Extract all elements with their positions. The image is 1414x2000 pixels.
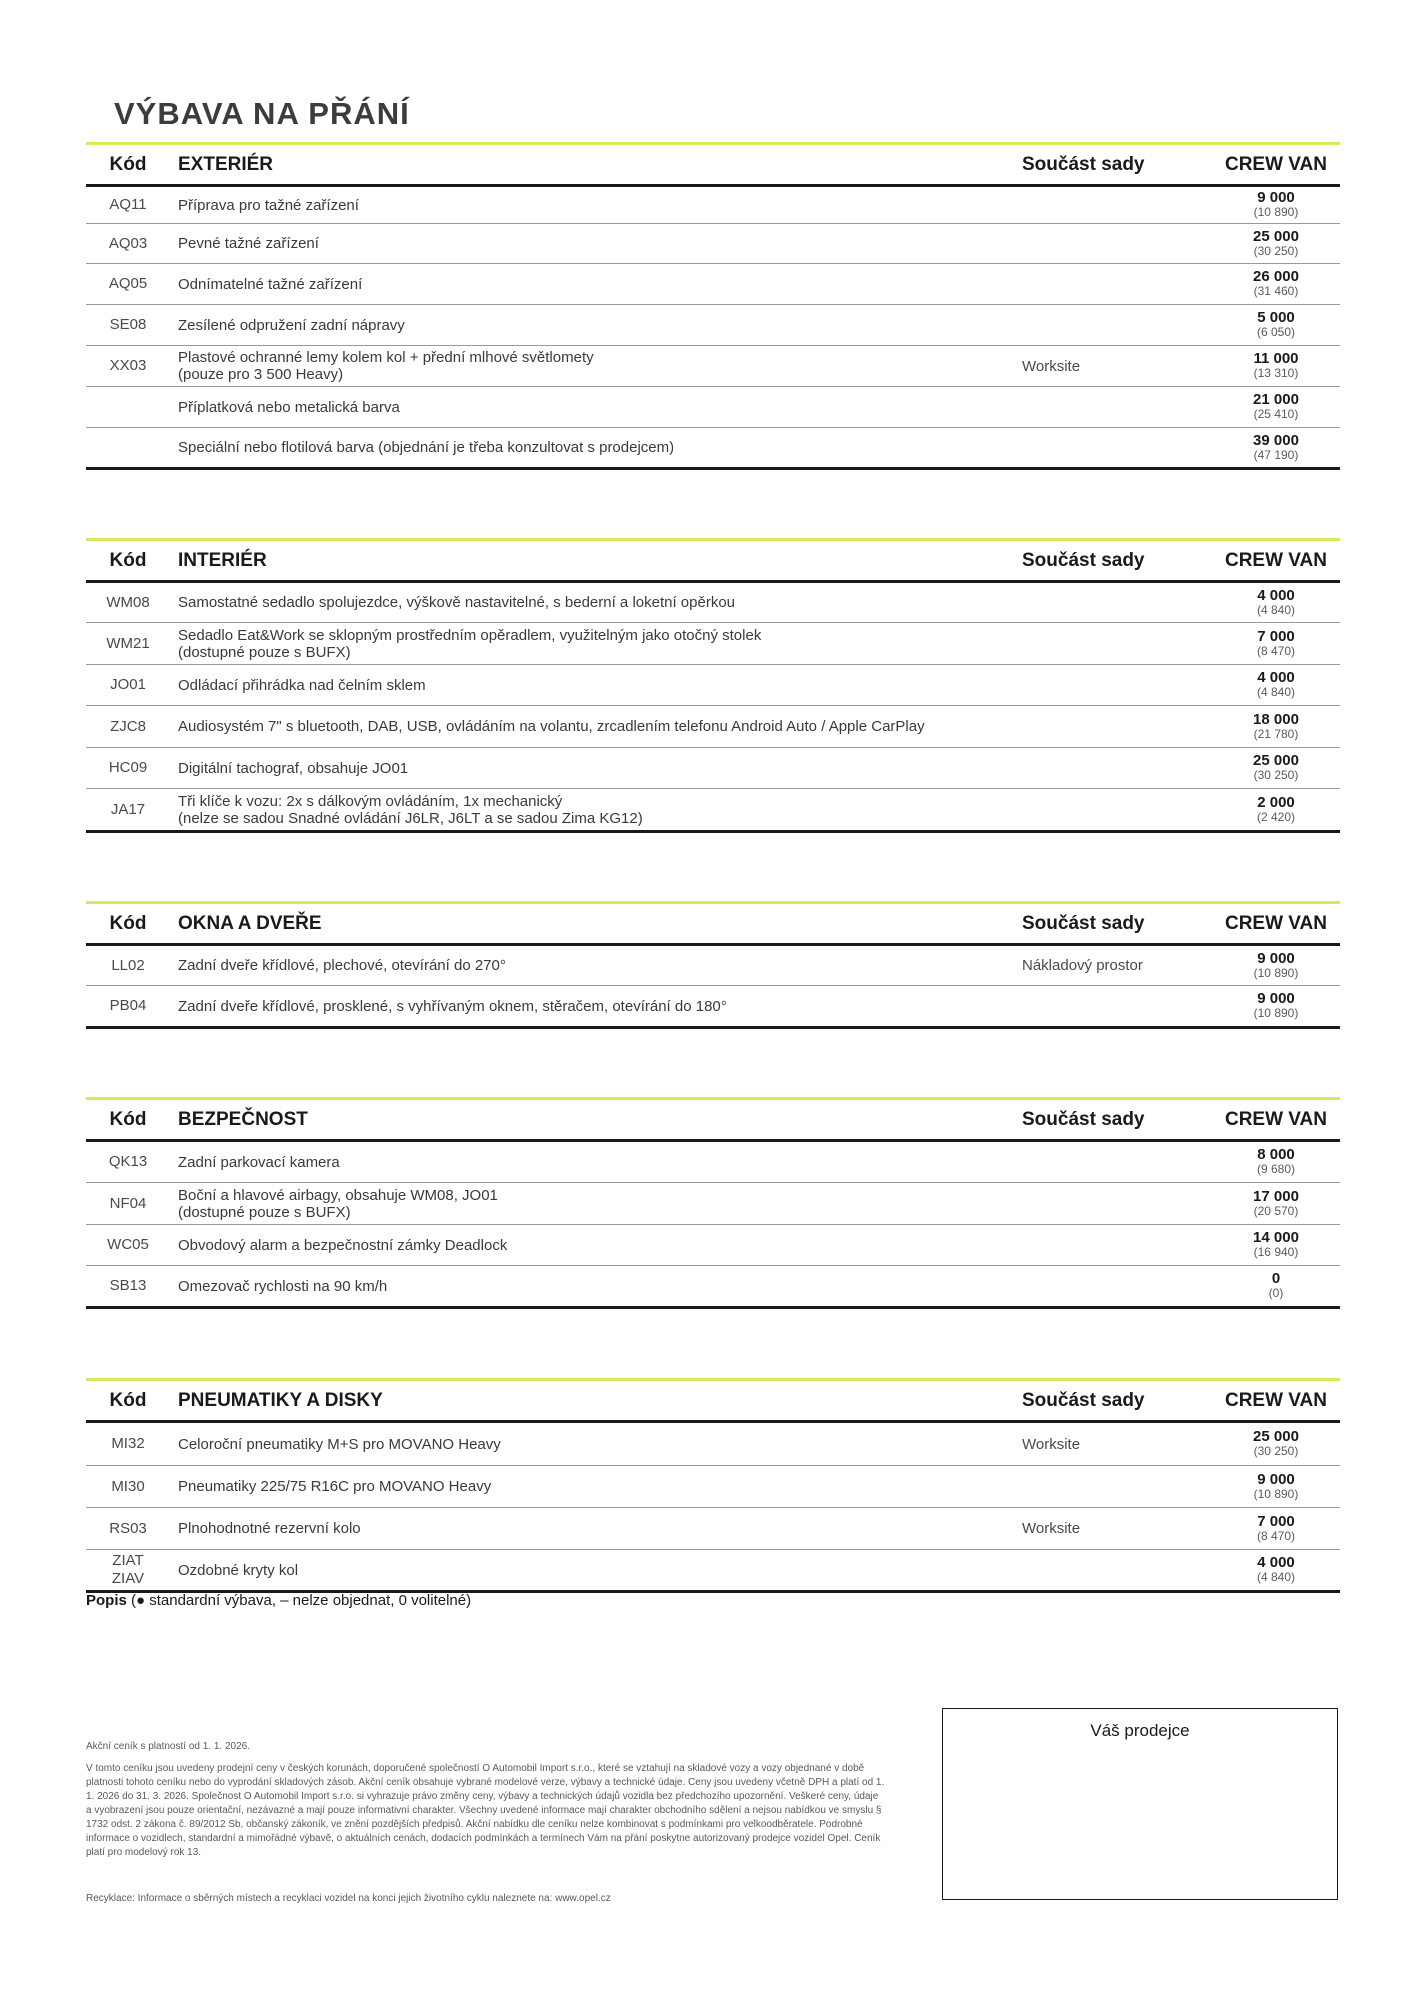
desc-line: Zadní dveře křídlové, plechové, otevírání do 270°	[178, 957, 506, 974]
dealer-box	[942, 1708, 1338, 1900]
price-with-vat: (8 470)	[1256, 1528, 1296, 1543]
option-description	[170, 1266, 1022, 1308]
table-row	[86, 706, 1340, 748]
table-row	[86, 623, 1340, 665]
desc-line: Odnímatelné tažné zařízení	[178, 275, 363, 293]
price-with-vat: (9 680)	[1256, 1162, 1296, 1176]
option-description	[170, 1466, 1022, 1508]
option-set: Worksite	[1022, 1422, 1212, 1466]
table-row	[86, 665, 1340, 706]
price-with-vat: (30 250)	[1253, 768, 1299, 782]
price-main: 17 000	[1253, 1187, 1299, 1205]
table-row	[86, 748, 1340, 789]
legend-label: Popis	[86, 1592, 127, 1609]
desc-line: Příprava pro tažné zařízení	[178, 196, 359, 214]
option-description	[170, 945, 1022, 986]
table-row	[86, 1183, 1340, 1225]
option-price	[1212, 186, 1340, 224]
price-main: 18 000	[1253, 710, 1299, 728]
option-set	[1022, 387, 1212, 428]
disclaimer: V tomto ceníku jsou uvedeny prodejní ceny v českých korunách, doporučené společností O Automobil Import s.r.o., které se vztahují na skladové vozy a vozy objednané v době platnosti tohoto ceníku nebo do vyprodání skladových zásob. Akční ceník obsahuje vybrané modelové verze, výbavy a technické údaje. Ceny jsou uvedeny včetně DPH a platí od 1. 1. 2026 do 31. 3. 2026. Společnost O Automobil Import s.r.o. si vyhrazuje právo změny ceny, výbavy a technických údajů vozidla bez předchozího upozornění. Veškeré ceny, údaje a vyobrazení jsou pouze orientační, nezávazné a mají pouze informativní charakter. Všechny uvedené informace mají charakter obchodního sdělení a nejsou nabídkou ve smyslu § 1732 odst. 2 zákona č. 89/2012 Sb, občanský zákoník, ve znění pozdějších předpisů. Akční nabídku dle ceníku nelze kombinovat s podmínkami pro velkoodběratele. Podrobné informace o vozidlech, standardní a mimořádné výbavě, o aktuálních cenách, dodacích podmínkách a termínech Vám na přání poskytne autorizovaný prodejce vozidel Opel. Ceník platí pro modelový rok 13.	[86, 1763, 885, 1858]
validity-note: Akční ceník s platností od 1. 1. 2026.	[86, 1741, 250, 1752]
option-code: AQ05	[86, 264, 170, 305]
section-heading: BEZPEČNOST	[170, 1100, 1022, 1141]
option-set	[1022, 748, 1212, 789]
price-with-vat: (6 050)	[1256, 325, 1296, 339]
option-set: Nákladový prostor	[1022, 945, 1212, 986]
option-code: AQ11	[86, 186, 170, 224]
table-row	[86, 305, 1340, 346]
desc-line: Příplatková nebo metalická barva	[178, 398, 400, 416]
option-code: PB04	[86, 986, 170, 1028]
price-main: 9 000	[1257, 1470, 1295, 1488]
header-set: Součást sady	[1022, 1381, 1212, 1422]
option-description	[170, 706, 1022, 748]
price-with-vat: (10 890)	[1253, 1006, 1299, 1020]
option-set	[1022, 264, 1212, 305]
option-code: ZJC8	[86, 706, 170, 748]
price-main: 14 000	[1253, 1229, 1299, 1246]
desc-note: (pouze pro 3 500 Heavy)	[178, 366, 344, 383]
option-code: WM21	[86, 623, 170, 665]
option-price	[1212, 748, 1340, 789]
price-main: 4 000	[1257, 1554, 1295, 1571]
option-set	[1022, 706, 1212, 748]
desc-note: (dostupné pouze s BUFX)	[178, 643, 351, 661]
option-code: ZIAT ZIAV	[86, 1550, 170, 1592]
table-header-row	[86, 904, 1340, 945]
option-price	[1212, 387, 1340, 428]
price-main: 21 000	[1253, 391, 1299, 408]
dealer-title: Váš prodejce	[1090, 1721, 1190, 1740]
section-heading: INTERIÉR	[170, 541, 1022, 582]
section-heading: OKNA A DVEŘE	[170, 904, 1022, 945]
option-description	[170, 986, 1022, 1028]
price-main: 9 000	[1257, 949, 1295, 967]
option-code: XX03	[86, 346, 170, 387]
desc-line: Zadní dveře křídlové, prosklené, s vyhřívaným oknem, stěračem, otevírání do 180°	[178, 997, 727, 1015]
desc-line: Ozdobné kryty kol	[178, 1561, 299, 1579]
option-price	[1212, 1550, 1340, 1592]
option-code	[86, 428, 170, 469]
option-description	[170, 264, 1022, 305]
option-set	[1022, 305, 1212, 346]
option-price	[1212, 1225, 1340, 1266]
desc-line: Pevné tažné zařízení	[178, 235, 319, 252]
price-main: 39 000	[1253, 431, 1299, 449]
price-with-vat: (13 310)	[1253, 366, 1299, 380]
price-with-vat: (4 840)	[1256, 685, 1296, 699]
header-set: Součást sady	[1022, 1100, 1212, 1141]
section-heading: PNEUMATIKY A DISKY	[170, 1381, 1022, 1422]
desc-line: Tři klíče k vozu: 2x s dálkovým ovládáním, 1x mechanický	[178, 792, 563, 810]
option-price	[1212, 264, 1340, 305]
option-description	[170, 1183, 1022, 1225]
option-code: WC05	[86, 1225, 170, 1266]
price-with-vat: (4 840)	[1256, 1570, 1296, 1584]
options-table	[86, 904, 1340, 1029]
price-main: 4 000	[1257, 669, 1295, 686]
option-set	[1022, 789, 1212, 832]
option-description	[170, 428, 1022, 469]
desc-note: (nelze se sadou Snadné ovládání J6LR, J6LT a se sadou Zima KG12)	[178, 809, 643, 827]
price-with-vat: (2 420)	[1256, 809, 1296, 824]
option-description	[170, 1550, 1022, 1592]
option-code: SE08	[86, 305, 170, 346]
section-exterior	[86, 142, 1340, 470]
option-price	[1212, 1141, 1340, 1183]
price-main: 25 000	[1253, 227, 1299, 245]
table-row	[86, 986, 1340, 1028]
desc-line: Odládací přihrádka nad čelním sklem	[178, 676, 426, 694]
price-main: 7 000	[1257, 1512, 1295, 1530]
option-description	[170, 224, 1022, 264]
option-description	[170, 748, 1022, 789]
options-table	[86, 1381, 1340, 1593]
header-price: CREW VAN	[1212, 541, 1340, 582]
option-description	[170, 623, 1022, 665]
table-row	[86, 582, 1340, 623]
option-price	[1212, 623, 1340, 665]
legend-text: (● standardní výbava, – nelze objednat, 0 volitelné)	[131, 1592, 472, 1609]
option-price	[1212, 1508, 1340, 1550]
option-set	[1022, 186, 1212, 224]
option-price	[1212, 224, 1340, 264]
option-set	[1022, 986, 1212, 1028]
option-code: MI30	[86, 1466, 170, 1508]
section-heading: EXTERIÉR	[170, 145, 1022, 186]
table-header-row	[86, 1100, 1340, 1141]
section-safety	[86, 1097, 1340, 1309]
option-description	[170, 789, 1022, 832]
option-set	[1022, 1550, 1212, 1592]
price-with-vat: (16 940)	[1253, 1245, 1299, 1259]
options-table	[86, 541, 1340, 833]
header-code: Kód	[86, 1100, 170, 1141]
price-with-vat: (0)	[1268, 1286, 1284, 1300]
option-description	[170, 1508, 1022, 1550]
price-main: 25 000	[1253, 1428, 1299, 1445]
option-code: MI32	[86, 1422, 170, 1466]
table-header-row	[86, 541, 1340, 582]
header-price: CREW VAN	[1212, 904, 1340, 945]
price-main: 9 000	[1257, 189, 1295, 206]
option-code: WM08	[86, 582, 170, 623]
price-main: 9 000	[1257, 990, 1295, 1007]
option-price	[1212, 1422, 1340, 1466]
price-with-vat: (10 890)	[1253, 205, 1299, 219]
option-price	[1212, 428, 1340, 469]
option-set	[1022, 1266, 1212, 1308]
options-table	[86, 1100, 1340, 1309]
price-main: 0	[1271, 1270, 1281, 1287]
header-code: Kód	[86, 541, 170, 582]
desc-line: Omezovač rychlosti na 90 km/h	[178, 1277, 388, 1295]
desc-line: Digitální tachograf, obsahuje JO01	[178, 759, 409, 777]
price-main: 7 000	[1257, 627, 1295, 645]
option-set	[1022, 1141, 1212, 1183]
page-title: VÝBAVA NA PŘÁNÍ	[114, 96, 410, 131]
header-price: CREW VAN	[1212, 1100, 1340, 1141]
option-set	[1022, 1183, 1212, 1225]
option-price	[1212, 665, 1340, 706]
table-row	[86, 1508, 1340, 1550]
option-description	[170, 582, 1022, 623]
price-main: 5 000	[1257, 309, 1295, 326]
price-main: 26 000	[1253, 268, 1299, 285]
section-windows-doors	[86, 901, 1340, 1029]
table-row	[86, 264, 1340, 305]
option-set	[1022, 665, 1212, 706]
header-set: Součást sady	[1022, 145, 1212, 186]
desc-line: Audiosystém 7" s bluetooth, DAB, USB, ovládáním na volantu, zrcadlením telefonu Android Auto / Apple CarPlay	[178, 718, 925, 735]
header-set: Součást sady	[1022, 904, 1212, 945]
table-row	[86, 1225, 1340, 1266]
price-with-vat: (10 890)	[1253, 1486, 1299, 1501]
table-row	[86, 428, 1340, 469]
header-code: Kód	[86, 1381, 170, 1422]
recycling-note: Recyklace: Informace o sběrných místech a recyklaci vozidel na konci jejich životního cyklu naleznete na: www.opel.cz	[86, 1893, 611, 1904]
option-set	[1022, 224, 1212, 264]
header-code: Kód	[86, 904, 170, 945]
price-with-vat: (30 250)	[1253, 1444, 1299, 1458]
header-price: CREW VAN	[1212, 1381, 1340, 1422]
table-row	[86, 1466, 1340, 1508]
desc-note: (dostupné pouze s BUFX)	[178, 1203, 351, 1221]
option-description	[170, 305, 1022, 346]
option-set	[1022, 1225, 1212, 1266]
section-tyres-wheels	[86, 1378, 1340, 1593]
header-price: CREW VAN	[1212, 145, 1340, 186]
table-row	[86, 387, 1340, 428]
option-code: QK13	[86, 1141, 170, 1183]
price-with-vat: (30 250)	[1253, 243, 1299, 258]
option-set	[1022, 582, 1212, 623]
option-price	[1212, 945, 1340, 986]
option-description	[170, 1141, 1022, 1183]
price-main: 4 000	[1257, 586, 1295, 604]
option-price	[1212, 1183, 1340, 1225]
option-code: HC09	[86, 748, 170, 789]
table-row	[86, 186, 1340, 224]
desc-line: Plnohodnotné rezervní kolo	[178, 1520, 361, 1537]
price-with-vat: (8 470)	[1256, 643, 1296, 658]
option-price	[1212, 1466, 1340, 1508]
desc-line: Samostatné sedadlo spolujezdce, výškově nastavitelné, s bederní a loketní opěrkou	[178, 594, 736, 611]
price-with-vat: (10 890)	[1253, 965, 1299, 980]
option-price	[1212, 986, 1340, 1028]
option-code	[86, 387, 170, 428]
legend	[86, 1592, 471, 1609]
desc-line: Pneumatiky 225/75 R16C pro MOVANO Heavy	[178, 1478, 492, 1495]
desc-line: Sedadlo Eat&Work se sklopným prostředním opěradlem, využitelným jako otočný stolek	[178, 626, 762, 644]
table-row	[86, 1266, 1340, 1308]
price-main: 8 000	[1257, 1146, 1295, 1163]
table-header-row	[86, 145, 1340, 186]
section-interior	[86, 538, 1340, 833]
option-description	[170, 1422, 1022, 1466]
desc-line: Plastové ochranné lemy kolem kol + přední mlhové světlomety	[178, 349, 594, 366]
header-set: Součást sady	[1022, 541, 1212, 582]
option-description	[170, 1225, 1022, 1266]
option-code: AQ03	[86, 224, 170, 264]
desc-line: Celoroční pneumatiky M+S pro MOVANO Heavy	[178, 1435, 501, 1453]
table-row	[86, 224, 1340, 264]
desc-line: Zesílené odpružení zadní nápravy	[178, 316, 405, 334]
option-code: JO01	[86, 665, 170, 706]
table-row	[86, 1550, 1340, 1592]
price-main: 2 000	[1257, 793, 1295, 811]
table-row	[86, 346, 1340, 387]
price-with-vat: (31 460)	[1253, 284, 1299, 298]
option-set: Worksite	[1022, 1508, 1212, 1550]
option-code: JA17	[86, 789, 170, 832]
options-table	[86, 145, 1340, 470]
price-main: 25 000	[1253, 752, 1299, 769]
option-price	[1212, 789, 1340, 832]
table-row	[86, 789, 1340, 832]
price-with-vat: (21 780)	[1253, 726, 1299, 741]
desc-line: Obvodový alarm a bezpečnostní zámky Deadlock	[178, 1236, 508, 1254]
price-with-vat: (4 840)	[1256, 602, 1296, 617]
desc-line: Speciální nebo flotilová barva (objednání je třeba konzultovat s prodejcem)	[178, 439, 675, 456]
header-code: Kód	[86, 145, 170, 186]
option-description	[170, 186, 1022, 224]
price-with-vat: (20 570)	[1253, 1203, 1299, 1218]
option-description	[170, 387, 1022, 428]
table-row	[86, 1422, 1340, 1466]
option-description	[170, 665, 1022, 706]
option-set	[1022, 623, 1212, 665]
desc-line: Boční a hlavové airbagy, obsahuje WM08, JO01	[178, 1186, 498, 1204]
option-price	[1212, 582, 1340, 623]
option-code: NF04	[86, 1183, 170, 1225]
option-set	[1022, 428, 1212, 469]
price-main: 11 000	[1253, 350, 1299, 367]
option-set: Worksite	[1022, 346, 1212, 387]
option-price	[1212, 706, 1340, 748]
option-set	[1022, 1466, 1212, 1508]
option-description	[170, 346, 1022, 387]
table-row	[86, 1141, 1340, 1183]
desc-line: Zadní parkovací kamera	[178, 1153, 340, 1171]
option-code: SB13	[86, 1266, 170, 1308]
table-header-row	[86, 1381, 1340, 1422]
option-price	[1212, 1266, 1340, 1308]
option-price	[1212, 346, 1340, 387]
price-with-vat: (25 410)	[1253, 407, 1299, 421]
price-with-vat: (47 190)	[1253, 447, 1299, 462]
option-code: RS03	[86, 1508, 170, 1550]
option-code: LL02	[86, 945, 170, 986]
option-price	[1212, 305, 1340, 346]
table-row	[86, 945, 1340, 986]
